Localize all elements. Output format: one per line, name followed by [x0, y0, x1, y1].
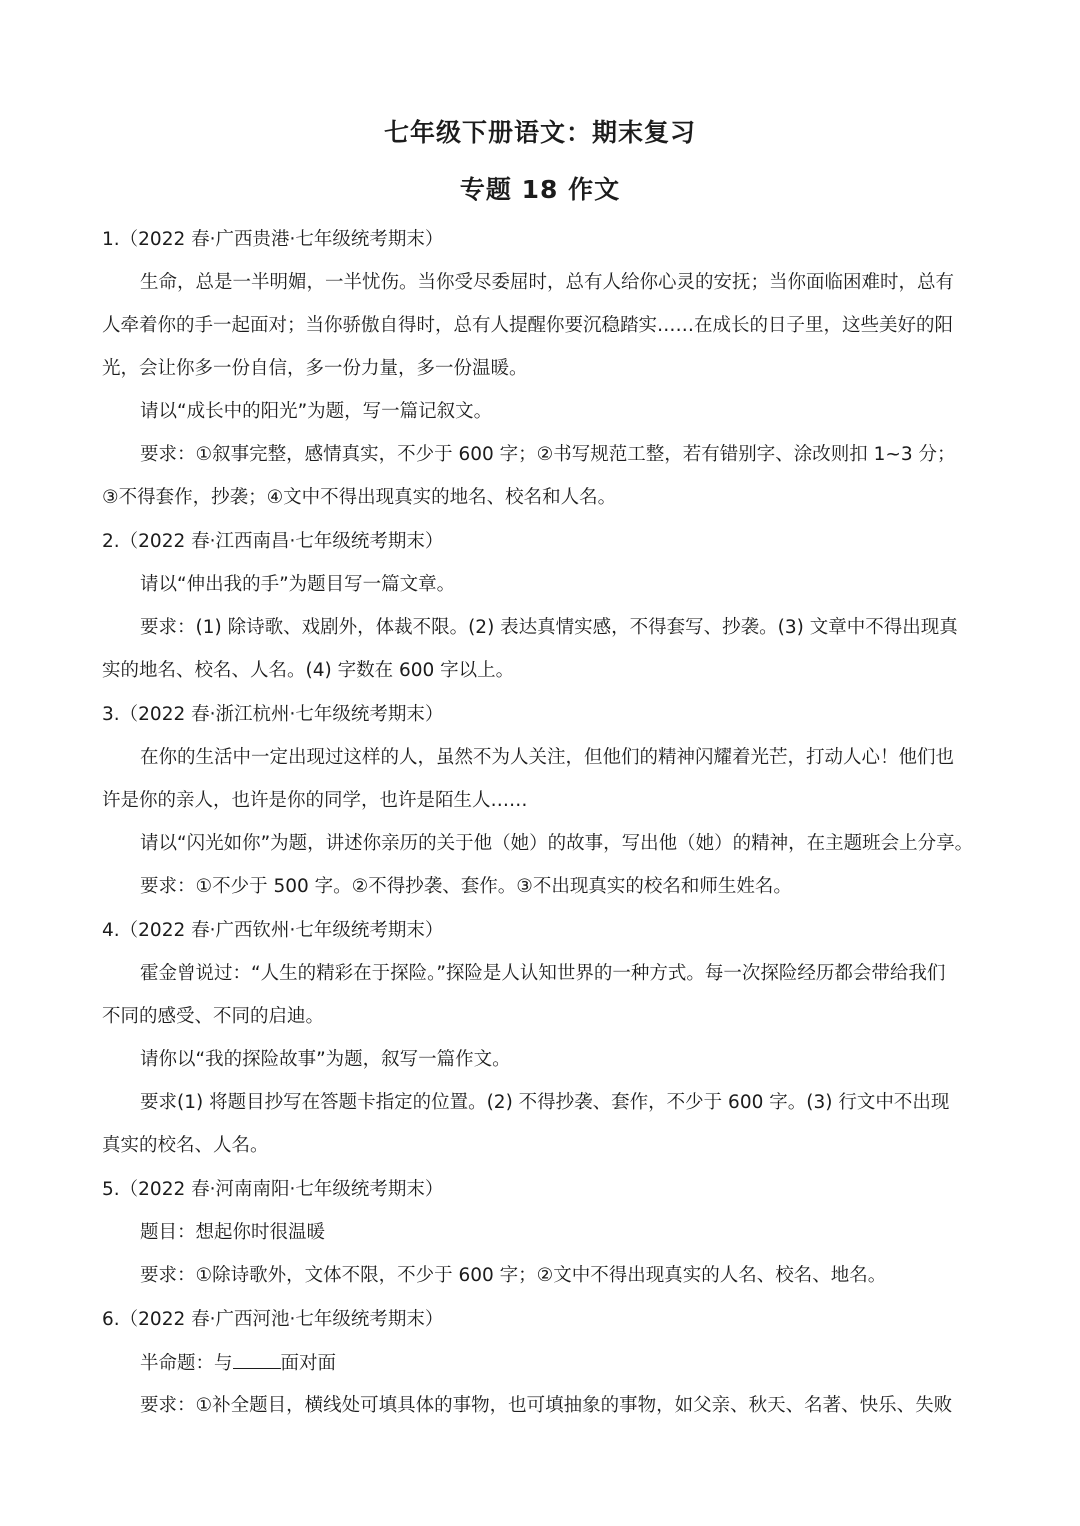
question-1-requirements: ③不得套作，抄袭；④文中不得出现真实的地名、校名和人名。: [102, 487, 617, 508]
question-3-heading: 3.（2022 春·浙江杭州·七年级统考期末）: [102, 704, 444, 725]
question-4-text-line: 不同的感受、不同的启迪。: [102, 1006, 325, 1027]
question-2-requirements: 实的地名、校名、人名。(4) 字数在 600 字以上。: [102, 660, 515, 681]
question-1-heading: 1.（2022 春·广西贵港·七年级统考期末）: [102, 229, 444, 250]
question-1-text-line: 生命，总是一半明媚，一半忧伤。当你受尽委屈时，总有人给你心灵的安抚；当你面临困难时，总有: [140, 272, 955, 293]
question-5-heading: 5.（2022 春·河南南阳·七年级统考期末）: [102, 1179, 444, 1200]
page-title: 七年级下册语文：期末复习: [383, 118, 696, 147]
question-6-heading: 6.（2022 春·广西河池·七年级统考期末）: [102, 1309, 444, 1330]
question-6-prompt-suffix: 面对面: [280, 1353, 337, 1374]
question-4-requirements: 真实的校名、人名。: [102, 1135, 269, 1156]
question-5-prompt: 题目：想起你时很温暖: [140, 1222, 326, 1243]
fill-in-blank-line: [233, 1351, 281, 1369]
question-2-prompt: 请以“伸出我的手”为题目写一篇文章。: [140, 574, 456, 595]
question-4-requirements: 要求(1) 将题目抄写在答题卡指定的位置。(2) 不得抄袭、套作，不少于 600 字。(3) 行文中不出现: [140, 1092, 950, 1113]
question-6-requirements: 要求：①补全题目，横线处可填具体的事物，也可填抽象的事物，如父亲、秋天、名著、快乐、失败: [140, 1395, 953, 1416]
question-1-text-line: 光，会让你多一份自信，多一份力量，多一份温暖。: [102, 358, 528, 379]
question-6-prompt-prefix: 半命题：与: [140, 1353, 233, 1374]
question-6-prompt: [140, 1351, 982, 1376]
page-subtitle: 专题 18 作文: [459, 175, 621, 204]
question-3-text-line: 在你的生活中一定出现过这样的人，虽然不为人关注，但他们的精神闪耀着光芒，打动人心！他们也: [140, 747, 955, 768]
question-1-requirements: 要求：①叙事完整，感情真实，不少于 600 字；②书写规范工整，若有错别字、涂改则扣 1~3 分；: [140, 444, 956, 465]
question-5-requirements: 要求：①除诗歌外，文体不限，不少于 600 字；②文中不得出现真实的人名、校名、地名。: [140, 1265, 887, 1286]
question-3-prompt: 请以“闪光如你”为题，讲述你亲历的关于他（她）的故事，写出他（她）的精神，在主题班会上分享。: [140, 833, 974, 854]
question-3-text-line: 许是你的亲人，也许是你的同学，也许是陌生人……: [102, 790, 528, 811]
question-4-text-line: 霍金曾说过：“人生的精彩在于探险。”探险是人认知世界的一种方式。每一次探险经历都会带给我们: [140, 963, 946, 984]
question-2-requirements: 要求：(1) 除诗歌、戏剧外，体裁不限。(2) 表达真情实感，不得套写、抄袭。(3) 文章中不得出现真: [140, 617, 958, 638]
question-2-heading: 2.（2022 春·江西南昌·七年级统考期末）: [102, 531, 444, 552]
question-4-prompt: 请你以“我的探险故事”为题，叙写一篇作文。: [140, 1049, 511, 1070]
question-4-heading: 4.（2022 春·广西钦州·七年级统考期末）: [102, 920, 444, 941]
question-1-prompt: 请以“成长中的阳光”为题，写一篇记叙文。: [140, 401, 493, 422]
question-1-text-line: 人牵着你的手一起面对；当你骄傲自得时，总有人提醒你要沉稳踏实……在成长的日子里，这些美好的阳: [102, 315, 954, 336]
question-3-requirements: 要求：①不少于 500 字。②不得抄袭、套作。③不出现真实的校名和师生姓名。: [140, 876, 792, 897]
